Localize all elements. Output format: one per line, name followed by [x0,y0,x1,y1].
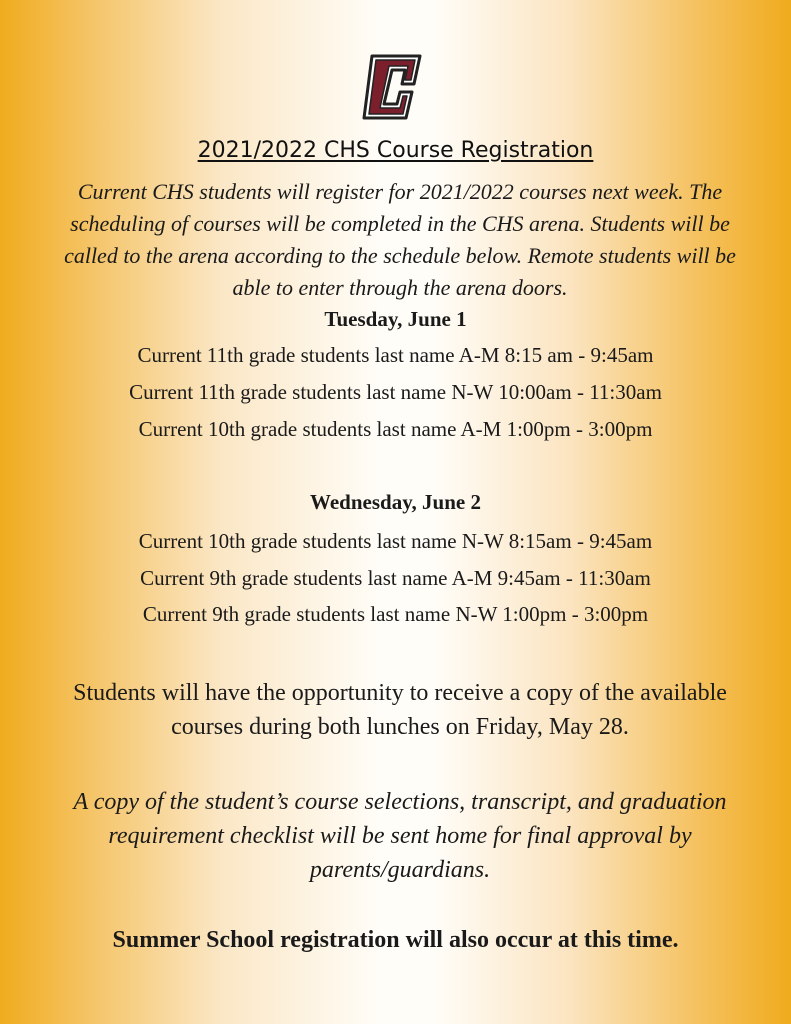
day-heading-wednesday: Wednesday, June 2 [310,490,481,514]
chs-logo [362,50,424,122]
schedule-row: Current 9th grade students last name A-M 9:45am - 11:30am [140,566,651,590]
schedule-row: Current 10th grade students last name N-W 8:15am - 9:45am [138,529,653,553]
page-title: 2021/2022 CHS Course Registration [197,138,594,163]
schedule-row: Current 11th grade students last name N-W 10:00am - 11:30am [129,380,662,404]
copy-note: A copy of the student’s course selections, transcript, and graduation requirement checklist will be sent home for final approval by parents/guardians. [73,789,727,883]
intro-text: Current CHS students will register for 2021/2022 courses next week. The scheduling of courses will be completed in the CHS arena. Students will be called to the arena according to the schedule below. Remote students will be able to enter through the arena doors. [64,179,736,300]
summer-school-note: Summer School registration will also occur at this time. [112,927,679,953]
schedule-row: Current 9th grade students last name N-W 1:00pm - 3:00pm [142,602,649,626]
lunch-note: Students will have the opportunity to receive a copy of the available courses during both lunches on Friday, May 28. [73,680,727,740]
schedule-row: Current 11th grade students last name A-M 8:15 am - 9:45am [137,343,654,367]
day-heading-tuesday: Tuesday, June 1 [324,307,467,331]
schedule-row: Current 10th grade students last name A-M 1:00pm - 3:00pm [138,417,653,441]
